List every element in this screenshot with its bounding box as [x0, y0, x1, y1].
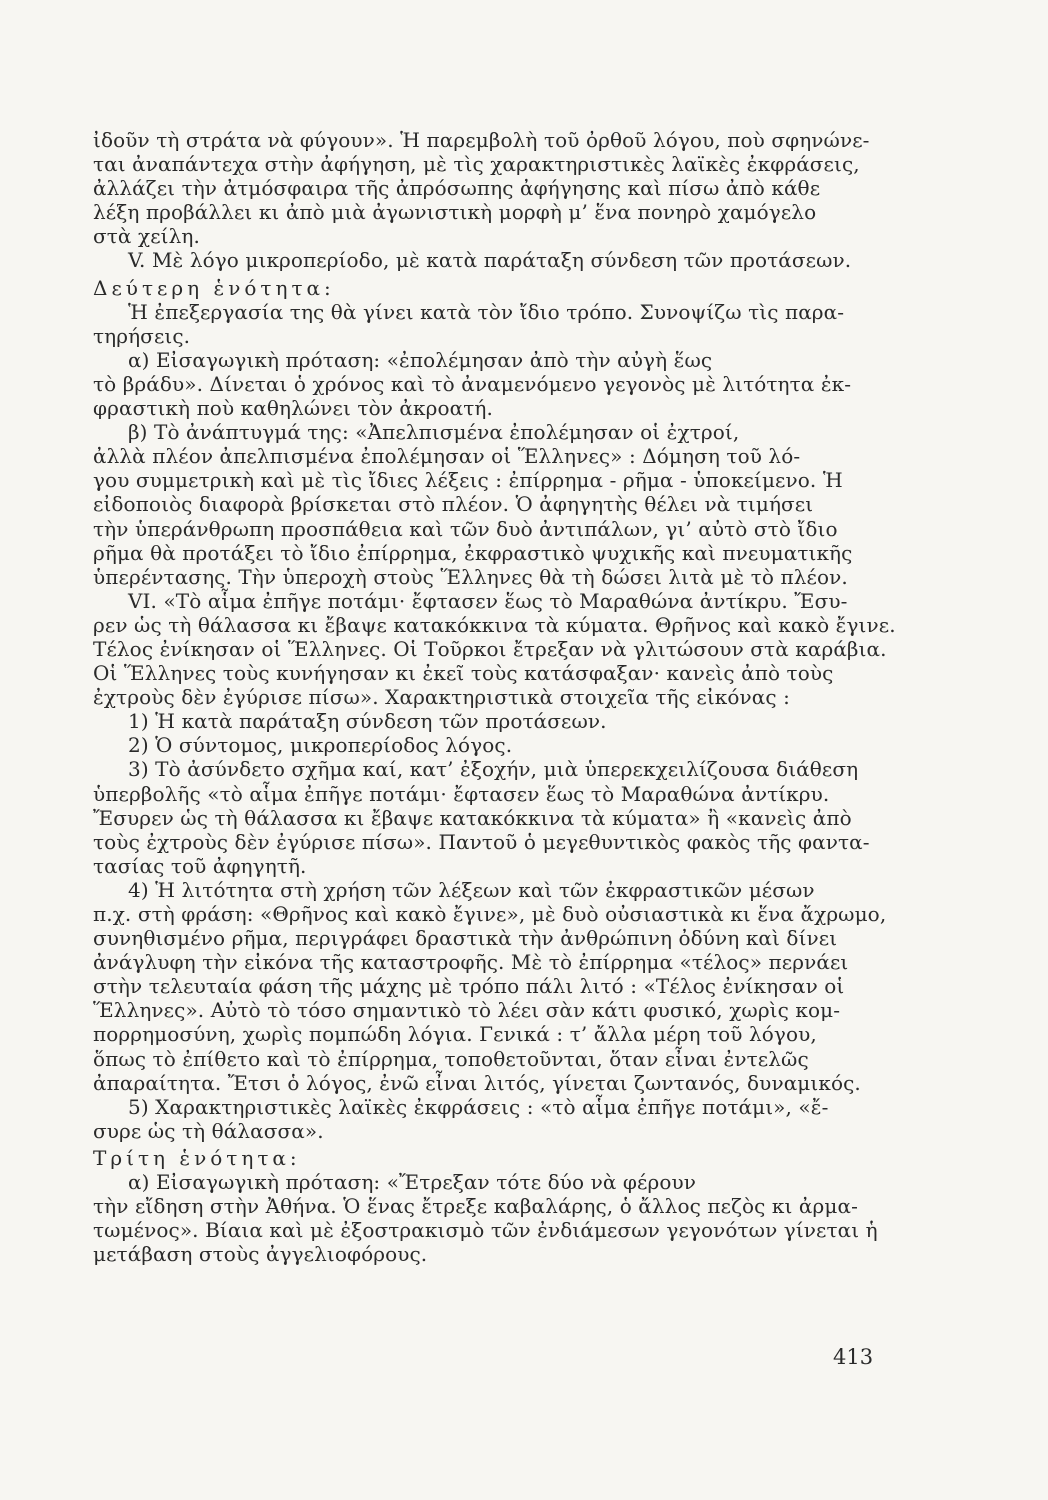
- text-line: μετάβαση στοὺς ἀγγελιοφόρους.: [93, 1242, 428, 1267]
- text-line: συνηθισμένο ρῆμα, περιγράφει δραστικὰ τὴν ἀνθρώπινη ὀδύνη καὶ δίνει: [93, 926, 838, 951]
- text-line: ρεν ὡς τὴ θάλασσα κι ἔβαψε κατακόκκινα τὰ κύματα. Θρῆνος καὶ κακὸ ἔγινε.: [93, 612, 896, 637]
- text-line: ἰδοῦν τὴ στράτα νὰ φύγουν». Ἡ παρεμβολὴ τοῦ ὀρθοῦ λόγου, ποὺ σφηνώνε-: [93, 128, 870, 152]
- text-line: ρῆμα θὰ προτάξει τὸ ἴδιο ἐπίρρημα, ἐκφραστικὸ ψυχικῆς καὶ πνευματικῆς: [93, 540, 853, 565]
- text-line: τὴν ὑπεράνθρωπη προσπάθεια καὶ τῶν δυὸ ἀντιπάλων, γι’ αὐτὸ στὸ ἴδιο: [93, 516, 838, 541]
- text-line: συρε ὡς τὴ θάλασσα».: [93, 1118, 324, 1143]
- text-line: ὑπερέντασης. Τὴν ὑπεροχὴ στοὺς Ἕλληνες θὰ τὴ δώσει λιτὰ μὲ τὸ πλέον.: [93, 564, 848, 589]
- list-item: 5) Χαρακτηριστικὲς λαϊκὲς ἐκφράσεις : «τὸ αἷμα ἐπῆγε ποτάμι», «ἔ-: [128, 1094, 829, 1119]
- text-line: Ἕλληνες». Αὐτὸ τὸ τόσο σημαντικὸ τὸ λέει σὰν κάτι φυσικό, χωρὶς κομ-: [93, 998, 841, 1023]
- text-line: ἐχτροὺς δὲν ἐγύρισε πίσω». Χαρακτηριστικὰ στοιχεῖα τῆς εἰκόνας :: [93, 685, 791, 710]
- page-body: [93, 128, 896, 1267]
- text-line: στὴν τελευταία φάση τῆς μάχης μὲ τρόπο πάλι λιτό : «Τέλος ἐνίκησαν οἱ: [93, 974, 845, 999]
- text-line: τασίας τοῦ ἀφηγητῆ.: [93, 853, 307, 878]
- text-line: τωμένος». Βίαια καὶ μὲ ἐξοστρακισμὸ τῶν ἐνδιάμεσων γεγονότων γίνεται ἡ: [93, 1218, 878, 1243]
- text-line: β) Τὸ ἀνάπτυγμά της: «Ἀπελπισμένα ἐπολέμησαν οἱ ἐχτροί,: [128, 420, 740, 445]
- text-line: Οἱ Ἕλληνες τοὺς κυνήγησαν κι ἐκεῖ τοὺς κατάσφαξαν· κανεὶς ἀπὸ τοὺς: [93, 661, 834, 686]
- text-line: τοὺς ἐχτροὺς δὲν ἐγύρισε πίσω». Παντοῦ ὁ μεγεθυντικὸς φακὸς τῆς φαντα-: [93, 829, 870, 854]
- list-item: 1) Ἡ κατὰ παράταξη σύνδεση τῶν προτάσεων.: [128, 709, 607, 734]
- text-line: Τέλος ἐνίκησαν οἱ Ἕλληνες. Οἱ Τοῦρκοι ἔτρεξαν νὰ γλιτώσουν στὰ καράβια.: [93, 636, 887, 661]
- text-line: ἀλλὰ πλέον ἀπελπισμένα ἐπολέμησαν οἱ Ἕλληνες» : Δόμηση τοῦ λό-: [93, 444, 801, 469]
- text-line: λέξη προβάλλει κι ἀπὸ μιὰ ἀγωνιστικὴ μορφὴ μ’ ἕνα πονηρὸ χαμόγελο: [93, 200, 817, 225]
- text-line: V. Μὲ λόγο μικροπερίοδο, μὲ κατὰ παράταξη σύνδεση τῶν προτάσεων.: [128, 248, 852, 273]
- text-line: ὅπως τὸ ἐπίθετο καὶ τὸ ἐπίρρημα, τοποθετοῦνται, ὅταν εἶναι ἐντελῶς: [93, 1046, 809, 1071]
- page-number: 413: [833, 1345, 874, 1369]
- text-line: φραστικὴ ποὺ καθηλώνει τὸν ἀκροατή.: [93, 396, 493, 421]
- text-line: τηρήσεις.: [93, 323, 191, 348]
- text-line: π.χ. στὴ φράση: «Θρῆνος καὶ κακὸ ἔγινε», μὲ δυὸ οὐσιαστικὰ κι ἕνα ἄχρωμο,: [93, 902, 887, 926]
- text-line: ται ἀναπάντεχα στὴν ἀφήγηση, μὲ τὶς χαρακτηριστικὲς λαϊκὲς ἐκφράσεις,: [93, 152, 860, 177]
- text-line: πορρημοσύνη, χωρὶς πομπώδη λόγια. Γενικά : τ’ ἄλλα μέρη τοῦ λόγου,: [93, 1022, 817, 1047]
- list-item: 2) Ὁ σύντομος, μικροπερίοδος λόγος.: [128, 733, 513, 758]
- section-heading: Τρίτη ἑνότητα:: [93, 1145, 301, 1170]
- list-item: 3) Τὸ ἀσύνδετο σχῆμα καί, κατ’ ἐξοχήν, μιὰ ὑπερεκχειλίζουσα διάθεση: [128, 757, 859, 782]
- text-line: ὑπερβολῆς «τὸ αἷμα ἐπῆγε ποτάμι· ἔφτασεν ἕως τὸ Μαραθώνα ἀντίκρυ.: [93, 781, 830, 806]
- text-line: γου συμμετρικὴ καὶ μὲ τὶς ἴδιες λέξεις : ἐπίρρημα - ρῆμα - ὑποκείμενο. Ἡ: [93, 468, 843, 493]
- text-line: ἀνάγλυφη τὴν εἰκόνα τῆς καταστροφῆς. Μὲ τὸ ἐπίρρημα «τέλος» περνάει: [93, 950, 849, 975]
- text-line: Ἔσυρεν ὡς τὴ θάλασσα κι ἔβαψε κατακόκκινα τὰ κύματα» ἢ «κανεὶς ἀπὸ: [93, 805, 852, 830]
- text-line: α) Εἰσαγωγικὴ πρόταση: «Ἔτρεξαν τότε δύο νὰ φέρουν: [128, 1170, 697, 1195]
- list-item: 4) Ἡ λιτότητα στὴ χρήση τῶν λέξεων καὶ τῶν ἐκφραστικῶν μέσων: [128, 877, 815, 902]
- text-line: τὸ βράδυ». Δίνεται ὁ χρόνος καὶ τὸ ἀναμενόμενο γεγονὸς μὲ λιτότητα ἐκ-: [93, 371, 852, 396]
- text-line: ἀλλάζει τὴν ἀτμόσφαιρα τῆς ἀπρόσωπης ἀφήγησης καὶ πίσω ἀπὸ κάθε: [93, 176, 821, 201]
- text-line: ἀπαραίτητα. Ἔτσι ὁ λόγος, ἐνῶ εἶναι λιτός, γίνεται ζωντανός, δυναμικός.: [93, 1070, 861, 1095]
- text-line: τὴν εἴδηση στὴν Ἀθήνα. Ὁ ἕνας ἔτρεξε καβαλάρης, ὁ ἄλλος πεζὸς κι ἀρμα-: [93, 1194, 858, 1219]
- section-heading: Δεύτερη ἑνότητα:: [93, 275, 335, 300]
- text-line: εἰδοποιὸς διαφορὰ βρίσκεται στὸ πλέον. Ὁ ἀφηγητὴς θέλει νὰ τιμήσει: [93, 492, 814, 517]
- text-line: VI. «Τὸ αἷμα ἐπῆγε ποτάμι· ἔφτασεν ἕως τὸ Μαραθώνα ἀντίκρυ. Ἔσυ-: [128, 588, 848, 613]
- text-line: Ἡ ἐπεξεργασία της θὰ γίνει κατὰ τὸν ἴδιο τρόπο. Συνοψίζω τὶς παρα-: [128, 299, 845, 324]
- text-line: α) Εἰσαγωγικὴ πρόταση: «ἐπολέμησαν ἀπὸ τὴν αὐγὴ ἕως: [128, 347, 713, 372]
- text-line: στὰ χείλη.: [93, 224, 200, 249]
